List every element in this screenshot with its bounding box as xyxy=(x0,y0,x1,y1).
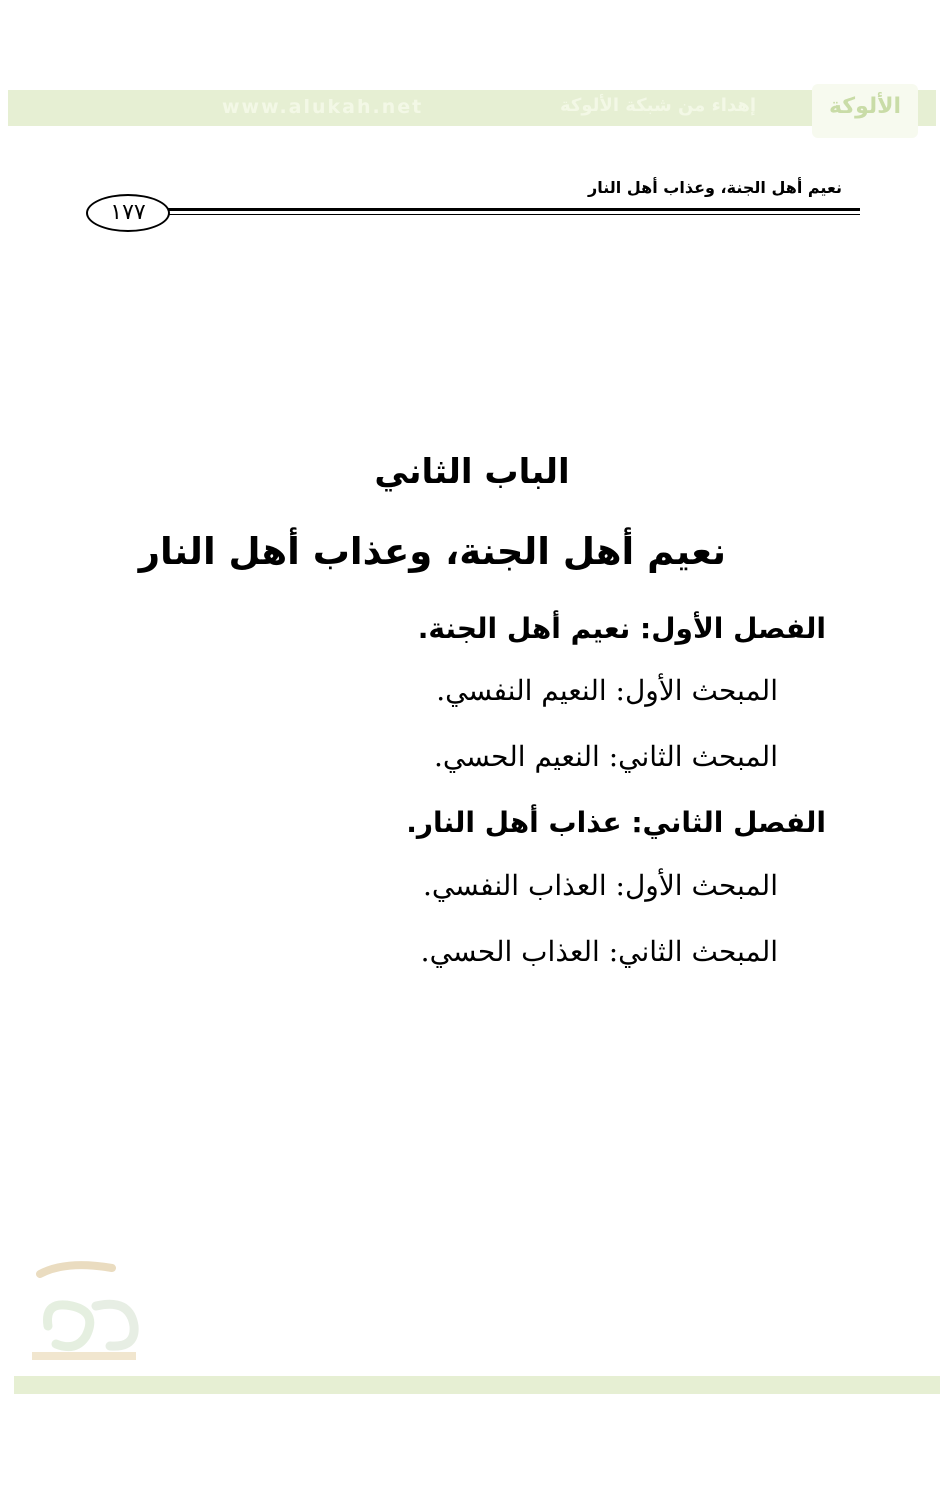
toc-section-2-1: المبحث الأول: العذاب النفسي. xyxy=(422,869,778,902)
logo-text: الألوكة xyxy=(828,94,902,119)
stamp-decoration-icon xyxy=(26,1256,146,1360)
page-number: ١٧٧ xyxy=(86,194,170,232)
toc-section-2-2: المبحث الثاني: العذاب الحسي. xyxy=(420,935,778,968)
toc-section-1-1: المبحث الأول: النعيم النفسي. xyxy=(436,674,778,707)
running-head: نعيم أهل الجنة، وعذاب أهل النار xyxy=(588,178,842,197)
part-subtitle: نعيم أهل الجنة، وعذاب أهل النار xyxy=(138,530,726,573)
alukah-logo xyxy=(812,84,918,138)
part-title: الباب الثاني xyxy=(374,452,570,492)
toc-chapter-1: الفصل الأول: نعيم أهل الجنة. xyxy=(417,612,826,645)
header-rule xyxy=(168,208,860,211)
header-rule-thin xyxy=(168,214,860,215)
footer-band xyxy=(14,1376,940,1394)
header-banner xyxy=(8,90,936,126)
site-url[interactable]: www.alukah.net xyxy=(222,96,424,118)
toc-chapter-2: الفصل الثاني: عذاب أهل النار. xyxy=(406,806,826,839)
gift-text: إهداء من شبكة الألوكة xyxy=(560,95,756,116)
new-exclusive-stamp xyxy=(26,1256,146,1360)
toc-section-1-2: المبحث الثاني: النعيم الحسي. xyxy=(433,740,778,773)
